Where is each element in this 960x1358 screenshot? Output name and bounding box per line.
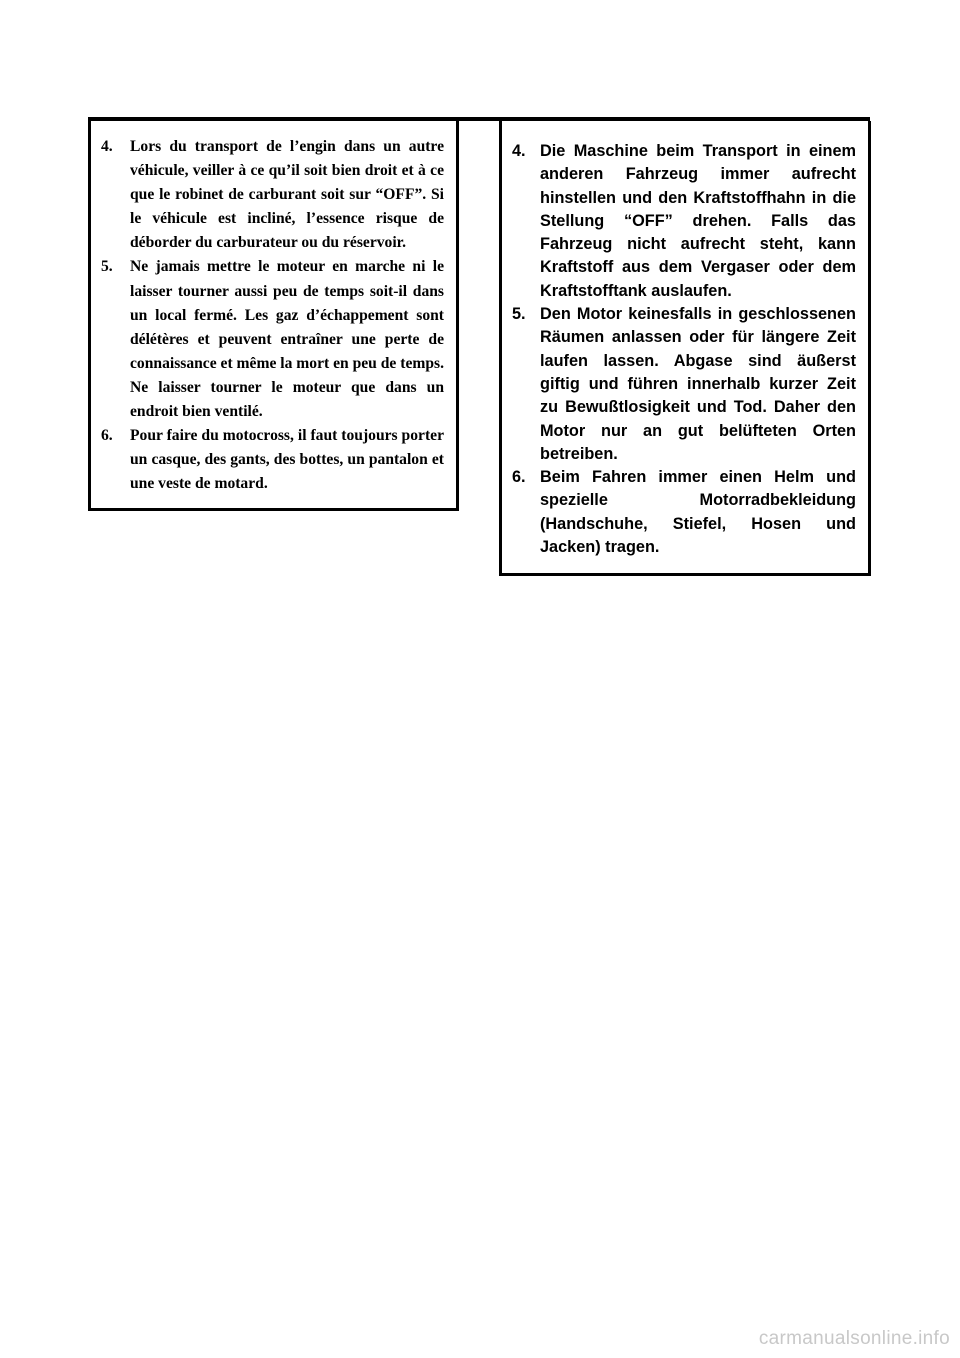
french-item-6 bbox=[101, 424, 444, 496]
item-text: Den Motor keinesfalls in geschlossenen Räumen anlassen oder für längere Zeit laufen lassen. Abgase sind äußerst giftig und führen innerhalb kurzer Zeit zu Bewußtlosigkeit und Tod. Daher den Motor nur an gut belüfteten Orten betreiben. bbox=[540, 305, 856, 463]
item-number: 4. bbox=[101, 138, 113, 155]
item-text: Pour faire du motocross, il faut toujours porter un casque, des gants, des bottes, un pantalon et une veste de motard. bbox=[130, 427, 444, 493]
german-item-6 bbox=[512, 466, 856, 559]
french-item-5 bbox=[101, 255, 444, 424]
french-item-4 bbox=[101, 135, 444, 255]
german-list bbox=[512, 140, 856, 559]
french-list bbox=[101, 135, 444, 496]
item-text: Beim Fahren immer einen Helm und spezielle Motorradbekleidung (Handschuhe, Stiefel, Hosen und Jacken) tragen. bbox=[540, 468, 856, 557]
watermark: carmanualsonline.info bbox=[758, 1328, 950, 1349]
item-number: 4. bbox=[512, 142, 526, 160]
german-item-4 bbox=[512, 140, 856, 303]
french-warning-box bbox=[88, 121, 459, 511]
german-warning-box bbox=[499, 121, 871, 576]
item-text: Ne jamais mettre le moteur en marche ni le laisser tourner aussi peu de temps soit-il dans un local fermé. Les gaz d’échappement sont délétères et peuvent entraîner une perte de connaissance et même la mort en peu de temps. Ne laisser tourner le moteur que dans un endroit bien ventilé. bbox=[130, 258, 444, 421]
item-number: 6. bbox=[512, 468, 526, 487]
item-text: Lors du transport de l’engin dans un autre véhicule, veiller à ce qu’il soit bien droit et à ce que le robinet de carburant soit sur “OFF”. Si le véhicule est incliné, l’essence risque de déborder du carburateur ou du réservoir. bbox=[130, 138, 444, 252]
item-number: 5. bbox=[512, 305, 526, 324]
item-number: 5. bbox=[101, 258, 113, 276]
german-item-5 bbox=[512, 303, 856, 466]
item-number: 6. bbox=[101, 427, 113, 445]
item-text: Die Maschine beim Transport in einem anderen Fahrzeug immer aufrecht hinstellen und den Kraftstoffhahn in die Stellung “OFF” drehen. Falls das Fahrzeug nicht aufrecht steht, kann Kraftstoff aus dem Vergaser oder dem Kraftstofftank auslaufen. bbox=[540, 142, 856, 300]
